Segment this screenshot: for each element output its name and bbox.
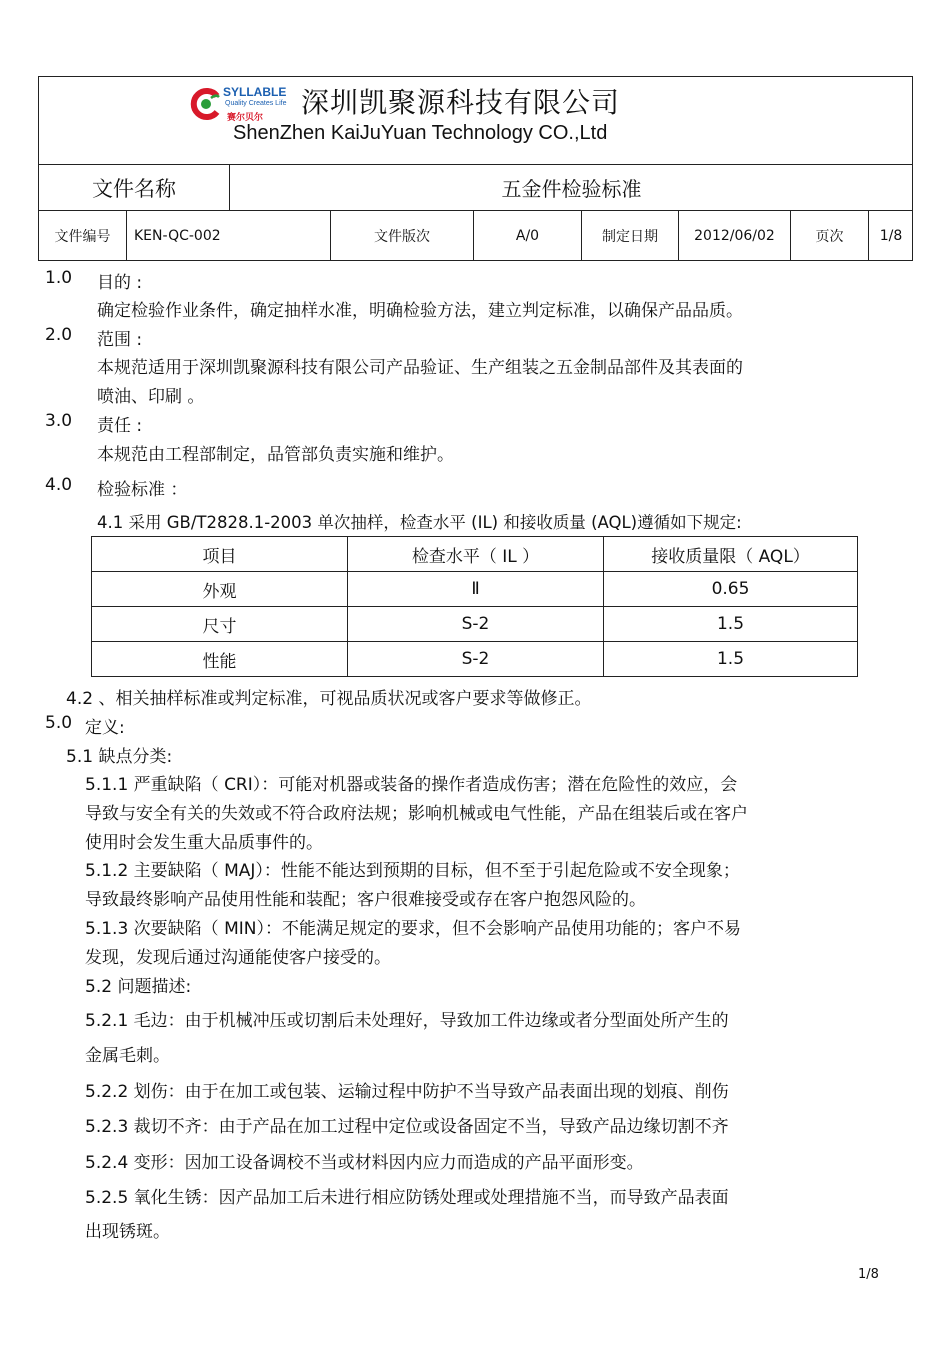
table-header-cell: 项目 xyxy=(92,537,348,572)
document-title-row xyxy=(39,165,912,211)
section-5-1-2-line1: 5.1.2 主要缺陷（ MAJ）：性能不能达到预期的目标，但不至于引起危险或不安全现象； xyxy=(85,861,740,881)
section-4-title: 检验标准 ： xyxy=(97,480,188,500)
section-5-2-4: 5.2.4 变形：因加工设备调校不当或材料因内应力而造成的产品平面形变。 xyxy=(85,1153,644,1173)
table-row xyxy=(92,607,858,642)
section-1-number: 1.0 xyxy=(45,268,73,288)
section-5-2-3: 5.2.3 裁切不齐：由于产品在加工过程中定位或设备固定不当，导致产品边缘切割不齐 xyxy=(85,1117,729,1137)
company-name-en: ShenZhen KaiJuYuan Technology CO.,Ltd xyxy=(233,122,608,144)
section-2-title: 范围 : xyxy=(97,330,143,350)
version-label: 文件版次 xyxy=(374,229,430,245)
table-header-cell: 检查水平（ IL ） xyxy=(348,537,604,572)
section-5-2-5-line1: 5.2.5 氧化生锈：因产品加工后未进行相应防锈处理或处理措施不当，而导致产品表面 xyxy=(85,1188,729,1208)
section-1-body: 确定检验作业条件，确定抽样水准，明确检验方法，建立判定标准，以确保产品品质。 xyxy=(97,301,743,321)
logo-cn: 赛尔贝尔 xyxy=(227,113,264,123)
version-value: A/0 xyxy=(515,228,540,244)
aql-table xyxy=(91,536,858,677)
section-4-number: 4.0 xyxy=(45,475,73,495)
footer-page-number: 1/8 xyxy=(858,1267,879,1282)
document-info-row xyxy=(39,211,912,261)
section-4-2: 4.2 、相关抽样标准或判定标准，可视品质状况或客户要求等做修正。 xyxy=(66,689,592,709)
section-5-1-2-line2: 导致最终影响产品使用性能和装配；客户很难接受或存在客户抱怨风险的。 xyxy=(85,890,646,910)
date-value: 2012/06/02 xyxy=(694,228,775,244)
section-5-1-3-line2: 发现，发现后通过沟通能使客户接受的。 xyxy=(85,948,391,968)
company-name-cn: 深圳凯聚源科技有限公司 xyxy=(301,86,621,119)
table-header-row xyxy=(92,537,858,572)
company-banner xyxy=(39,77,912,165)
table-cell: 0.65 xyxy=(604,572,858,607)
section-5-2-1-line1: 5.2.1 毛边：由于机械冲压或切割后未处理好，导致加工件边缘或者分型面处所产生的 xyxy=(85,1011,729,1031)
table-cell: 性能 xyxy=(92,642,348,677)
date-label: 制定日期 xyxy=(602,229,658,245)
section-5-1-1-line3: 使用时会发生重大品质事件的。 xyxy=(85,833,323,853)
doc-name-label: 文件名称 xyxy=(92,176,176,201)
table-header-cell: 接收质量限（ AQL） xyxy=(604,537,858,572)
section-5-title: 定义: xyxy=(85,718,125,738)
doc-name-value: 五金件检验标准 xyxy=(501,177,642,201)
section-5-2-2: 5.2.2 划伤：由于在加工或包装、运输过程中防护不当导致产品表面出现的划痕、削伤 xyxy=(85,1082,729,1102)
page-label: 页次 xyxy=(815,229,844,245)
table-cell: S-2 xyxy=(348,607,604,642)
syllable-logo-icon xyxy=(189,87,223,121)
table-cell: 尺寸 xyxy=(92,607,348,642)
section-2-body-line1: 本规范适用于深圳凯聚源科技有限公司产品验证、生产组装之五金制品部件及其表面的 xyxy=(97,358,743,378)
table-row xyxy=(92,642,858,677)
section-5-1-1-line2: 导致与安全有关的失效或不符合政府法规；影响机械或电气性能，产品在组装后或在客户 xyxy=(85,804,748,824)
table-cell: 外观 xyxy=(92,572,348,607)
section-5-1-1-line1: 5.1.1 严重缺陷（ CRI）：可能对机器或装备的操作者造成伤害；潜在危险性的效应，会 xyxy=(85,775,738,795)
section-3-body: 本规范由工程部制定，品管部负责实施和维护。 xyxy=(97,445,454,465)
section-5-number: 5.0 xyxy=(45,713,73,733)
doc-no-value: KEN-QC-002 xyxy=(134,228,221,244)
section-2-number: 2.0 xyxy=(45,325,73,345)
table-cell: S-2 xyxy=(348,642,604,677)
company-logo xyxy=(189,83,289,123)
table-row xyxy=(92,572,858,607)
logo-brand: SYLLABLE xyxy=(223,85,287,99)
section-1-title: 目的 : xyxy=(97,273,143,293)
page-value: 1/8 xyxy=(879,228,903,244)
section-3-title: 责任 : xyxy=(97,416,143,436)
table-cell: Ⅱ xyxy=(348,572,604,607)
section-5-2-5-line2: 出现锈斑。 xyxy=(85,1222,170,1242)
section-2-body-line2: 喷油、印刷 。 xyxy=(97,387,205,407)
section-5-2: 5.2 问题描述: xyxy=(85,977,192,997)
section-5-2-1-line2: 金属毛刺。 xyxy=(85,1046,170,1066)
section-5-1-3-line1: 5.1.3 次要缺陷（ MIN）：不能满足规定的要求，但不会影响产品使用功能的；客户不易 xyxy=(85,919,741,939)
table-cell: 1.5 xyxy=(604,607,858,642)
section-4-1: 4.1 采用 GB/T2828.1-2003 单次抽样，检查水平 (IL) 和接收质量 (AQL)遵循如下规定: xyxy=(97,513,742,532)
section-3-number: 3.0 xyxy=(45,411,73,431)
section-5-1: 5.1 缺点分类: xyxy=(66,747,173,767)
doc-no-label: 文件编号 xyxy=(54,229,111,245)
document-header xyxy=(38,76,913,261)
logo-tagline: Quality Creates Life xyxy=(225,100,287,107)
table-cell: 1.5 xyxy=(604,642,858,677)
